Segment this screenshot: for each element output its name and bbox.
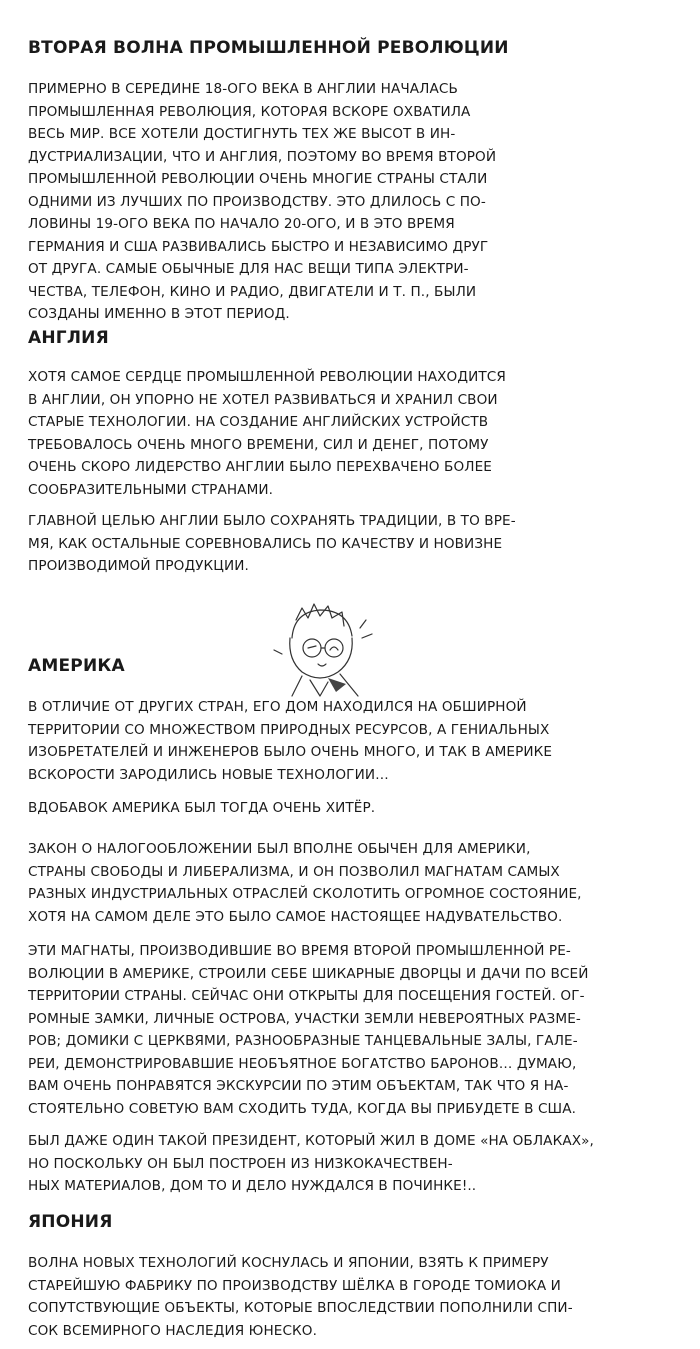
text-line: ЛОВИНЫ 19-ОГО ВЕКА ПО НАЧАЛО 20-ОГО, И В ЭТО ВРЕМЯ — [28, 216, 455, 232]
text-line: ТЕРРИТОРИИ СО МНОЖЕСТВОМ ПРИРОДНЫХ РЕСУРСОВ, А ГЕНИАЛЬНЫХ — [28, 721, 550, 738]
text-line: ПРОИЗВОДИМОЙ ПРОДУКЦИИ. — [28, 558, 249, 574]
text-line: МЯ, КАК ОСТАЛЬНЫЕ СОРЕВНОВАЛИСЬ ПО КАЧЕСТВУ И НОВИЗНЕ — [28, 535, 503, 552]
america-paragraph-1 — [28, 696, 668, 786]
america-paragraph-5 — [28, 1130, 668, 1198]
text-line: ВАМ ОЧЕНЬ ПОНРАВЯТСЯ ЭКСКУРСИИ ПО ЭТИМ ОБЪЕКТАМ, ТАК ЧТО Я НА- — [28, 1078, 569, 1094]
america-paragraph-2 — [28, 797, 668, 820]
text-line: ЭТИ МАГНАТЫ, ПРОИЗВОДИВШИЕ ВО ВРЕМЯ ВТОРОЙ ПРОМЫШЛЕННОЙ РЕ- — [28, 943, 571, 959]
text-line: ЧЕСТВА, ТЕЛЕФОН, КИНО И РАДИО, ДВИГАТЕЛИ И Т. П., БЫЛИ — [28, 283, 477, 300]
text-line: ПРИМЕРНО В СЕРЕДИНЕ 18-ОГО ВЕКА В АНГЛИИ НАЧАЛАСЬ — [28, 81, 458, 97]
text-line: РОВ; ДОМИКИ С ЦЕРКВЯМИ, РАЗНООБРАЗНЫЕ ТАНЦЕВАЛЬНЫЕ ЗАЛЫ, ГАЛЕ- — [28, 1033, 578, 1049]
text-line: ГЕРМАНИЯ И США РАЗВИВАЛИСЬ БЫСТРО И НЕЗАВИСИМО ДРУГ — [28, 238, 489, 255]
text-line: ХОТЯ САМОЕ СЕРДЦЕ ПРОМЫШЛЕННОЙ РЕВОЛЮЦИИ НАХОДИТСЯ — [28, 369, 506, 385]
england-paragraph-1 — [28, 366, 668, 501]
text-line: РАЗНЫХ ИНДУСТРИАЛЬНЫХ ОТРАСЛЕЙ СКОЛОТИТЬ ОГРОМНОЕ СОСТОЯНИЕ, — [28, 886, 582, 902]
text-line: ИЗОБРЕТАТЕЛЕЙ И ИНЖЕНЕРОВ БЫЛО ОЧЕНЬ МНОГО, И ТАК В АМЕРИКЕ — [28, 744, 553, 760]
text-line: БЫЛ ДАЖЕ ОДИН ТАКОЙ ПРЕЗИДЕНТ, КОТОРЫЙ ЖИЛ В ДОМЕ «НА ОБЛАКАХ», — [28, 1133, 594, 1149]
text-line: НЫХ МАТЕРИАЛОВ, ДОМ ТО И ДЕЛО НУЖДАЛСЯ В ПОЧИНКЕ!.. — [28, 1178, 477, 1194]
text-line: ВОЛЮЦИИ В АМЕРИКЕ, СТРОИЛИ СЕБЕ ШИКАРНЫЕ ДВОРЦЫ И ДАЧИ ПО ВСЕЙ — [28, 965, 589, 982]
text-line: ПРОМЫШЛЕННАЯ РЕВОЛЮЦИЯ, КОТОРАЯ ВСКОРЕ ОХВАТИЛА — [28, 103, 471, 120]
text-line: СТРАНЫ СВОБОДЫ И ЛИБЕРАЛИЗМА, И ОН ПОЗВОЛИЛ МАГНАТАМ САМЫХ — [28, 863, 560, 880]
text-line: ОДНИМИ ИЗ ЛУЧШИХ ПО ПРОИЗВОДСТВУ. ЭТО ДЛИЛОСЬ С ПО- — [28, 193, 486, 210]
text-line: В АНГЛИИ, ОН УПОРНО НЕ ХОТЕЛ РАЗВИВАТЬСЯ И ХРАНИЛ СВОИ — [28, 391, 498, 408]
text-line: СТАРЫЕ ТЕХНОЛОГИИ. НА СОЗДАНИЕ АНГЛИЙСКИХ УСТРОЙСТВ — [28, 414, 489, 430]
text-line: ВОЛНА НОВЫХ ТЕХНОЛОГИЙ КОСНУЛАСЬ И ЯПОНИИ, ВЗЯТЬ К ПРИМЕРУ — [28, 1255, 549, 1271]
text-line: ДУСТРИАЛИЗАЦИИ, ЧТО И АНГЛИЯ, ПОЭТОМУ ВО ВРЕМЯ ВТОРОЙ — [28, 148, 497, 165]
text-line: РОМНЫЕ ЗАМКИ, ЛИЧНЫЕ ОСТРОВА, УЧАСТКИ ЗЕМЛИ НЕВЕРОЯТНЫХ РАЗМЕ- — [28, 1010, 581, 1027]
england-paragraph-2 — [28, 510, 668, 578]
text-line: ВЕСЬ МИР. ВСЕ ХОТЕЛИ ДОСТИГНУТЬ ТЕХ ЖЕ ВЫСОТ В ИН- — [28, 126, 456, 142]
text-line: ЗАКОН О НАЛОГООБЛОЖЕНИИ БЫЛ ВПОЛНЕ ОБЫЧЕН ДЛЯ АМЕРИКИ, — [28, 841, 531, 857]
chibi-character-illustration — [262, 598, 382, 698]
text-line: ОТ ДРУГА. САМЫЕ ОБЫЧНЫЕ ДЛЯ НАС ВЕЩИ ТИПА ЭЛЕКТРИ- — [28, 261, 469, 277]
section-heading-america: АМЕРИКА — [28, 656, 125, 676]
text-line: СООБРАЗИТЕЛЬНЫМИ СТРАНАМИ. — [28, 481, 274, 498]
text-line: РЕИ, ДЕМОНСТРИРОВАВШИЕ НЕОБЪЯТНОЕ БОГАТСТВО БАРОНОВ… ДУМАЮ, — [28, 1055, 577, 1072]
america-paragraph-3 — [28, 838, 668, 928]
text-line: В ОТЛИЧИЕ ОТ ДРУГИХ СТРАН, ЕГО ДОМ НАХОДИЛСЯ НА ОБШИРНОЙ — [28, 699, 527, 715]
text-line: СОПУТСТВУЮЩИЕ ОБЪЕКТЫ, КОТОРЫЕ ВПОСЛЕДСТВИИ ПОПОЛНИЛИ СПИ- — [28, 1300, 573, 1316]
text-line: СТОЯТЕЛЬНО СОВЕТУЮ ВАМ СХОДИТЬ ТУДА, КОГДА ВЫ ПРИБУДЕТЕ В США. — [28, 1100, 577, 1117]
america-paragraph-4 — [28, 940, 668, 1120]
text-line: СОК ВСЕМИРНОГО НАСЛЕДИЯ ЮНЕСКО. — [28, 1322, 318, 1339]
text-line: ОЧЕНЬ СКОРО ЛИДЕРСТВО АНГЛИИ БЫЛО ПЕРЕХВАЧЕНО БОЛЕЕ — [28, 459, 492, 475]
page-title: ВТОРАЯ ВОЛНА ПРОМЫШЛЕННОЙ РЕВОЛЮЦИИ — [28, 38, 509, 58]
text-line: ВСКОРОСТИ ЗАРОДИЛИСЬ НОВЫЕ ТЕХНОЛОГИИ… — [28, 766, 389, 783]
text-line: ХОТЯ НА САМОМ ДЕЛЕ ЭТО БЫЛО САМОЕ НАСТОЯЩЕЕ НАДУВАТЕЛЬСТВО. — [28, 908, 563, 925]
text-line: ВДОБАВОК АМЕРИКА БЫЛ ТОГДА ОЧЕНЬ ХИТЁР. — [28, 800, 376, 816]
text-line: ТЕРРИТОРИИ СТРАНЫ. СЕЙЧАС ОНИ ОТКРЫТЫ ДЛЯ ПОСЕЩЕНИЯ ГОСТЕЙ. ОГ- — [28, 988, 585, 1004]
japan-paragraph-1 — [28, 1252, 668, 1342]
intro-paragraph — [28, 78, 668, 326]
text-line: СОЗДАНЫ ИМЕННО В ЭТОТ ПЕРИОД. — [28, 306, 290, 322]
section-heading-japan: ЯПОНИЯ — [28, 1212, 113, 1232]
text-line: НО ПОСКОЛЬКУ ОН БЫЛ ПОСТРОЕН ИЗ НИЗКОКАЧЕСТВЕН- — [28, 1155, 453, 1172]
text-line: ТРЕБОВАЛОСЬ ОЧЕНЬ МНОГО ВРЕМЕНИ, СИЛ И ДЕНЕГ, ПОТОМУ — [28, 436, 489, 453]
text-line: ГЛАВНОЙ ЦЕЛЬЮ АНГЛИИ БЫЛО СОХРАНЯТЬ ТРАДИЦИИ, В ТО ВРЕ- — [28, 513, 516, 529]
text-line: ПРОМЫШЛЕННОЙ РЕВОЛЮЦИИ ОЧЕНЬ МНОГИЕ СТРАНЫ СТАЛИ — [28, 171, 488, 187]
section-heading-england: АНГЛИЯ — [28, 328, 109, 348]
text-line: СТАРЕЙШУЮ ФАБРИКУ ПО ПРОИЗВОДСТВУ ШЁЛКА В ГОРОДЕ ТОМИОКА И — [28, 1277, 561, 1294]
